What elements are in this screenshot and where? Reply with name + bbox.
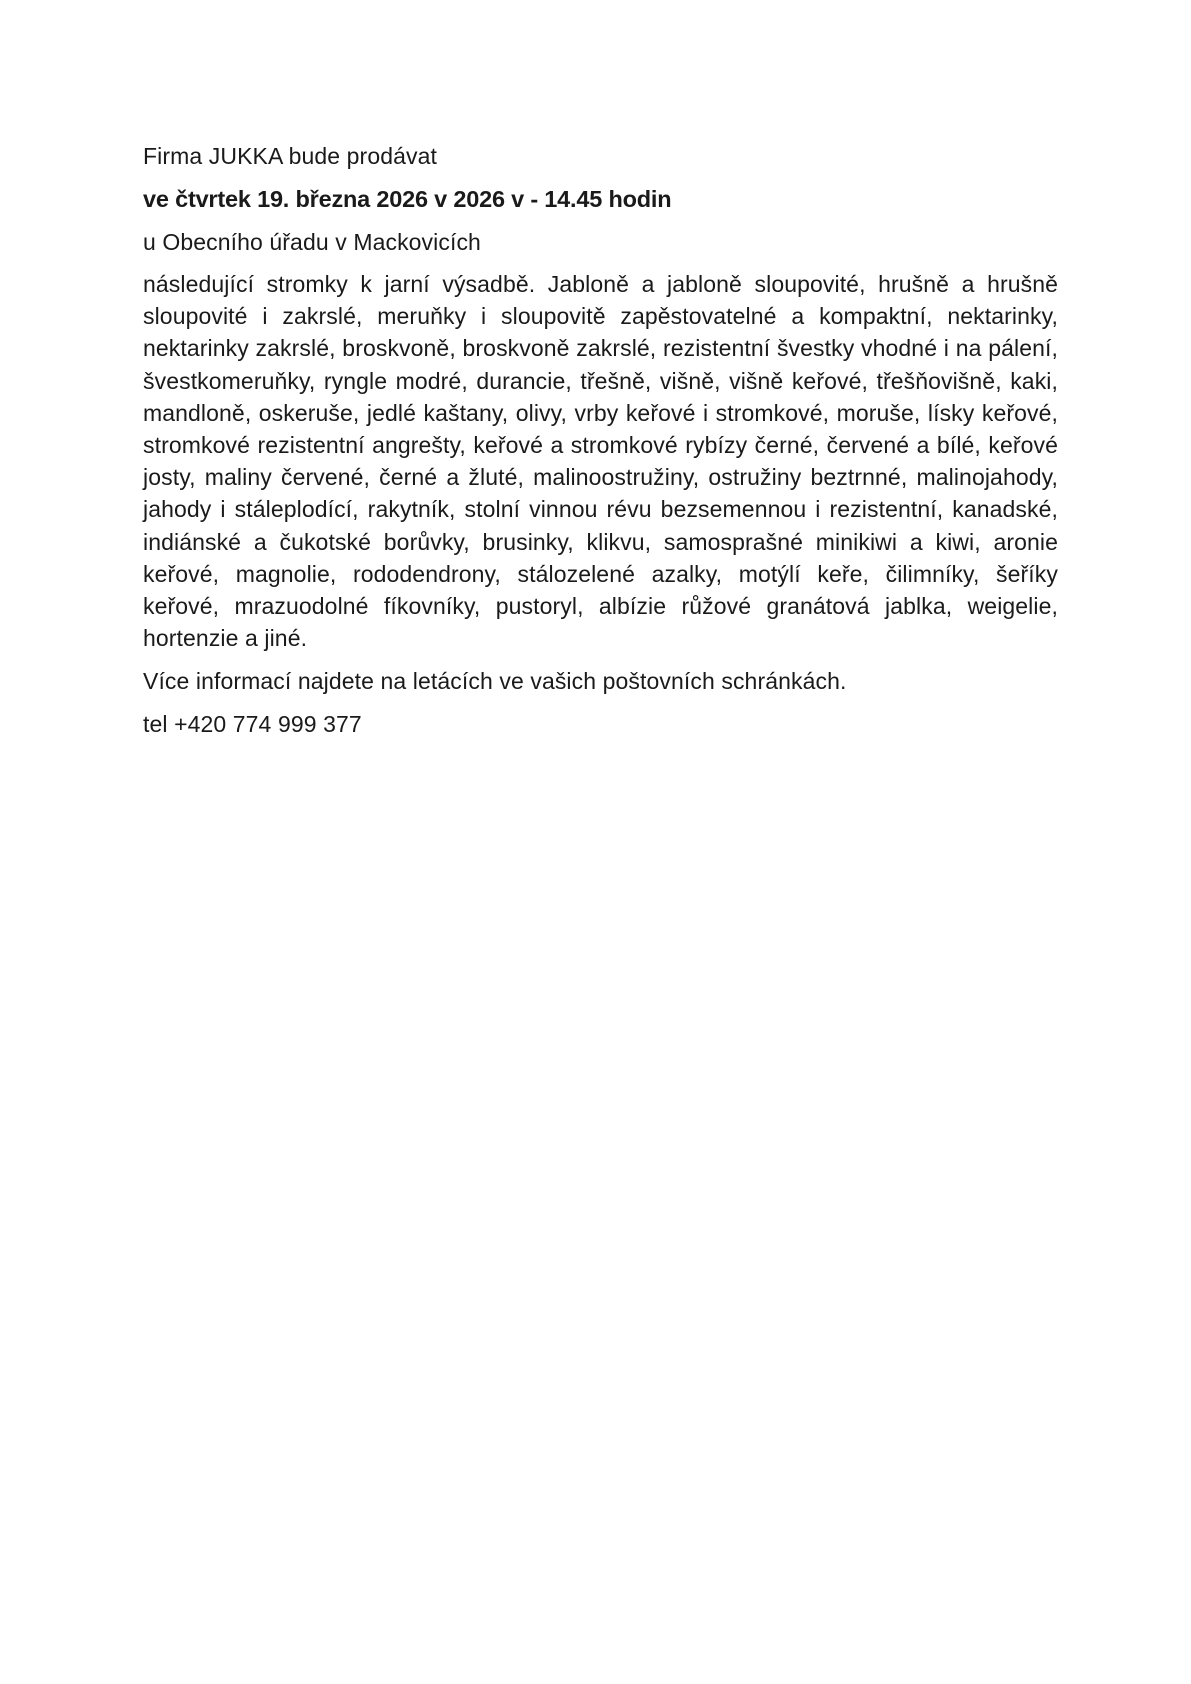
more-info-text: Více informací najdete na letácích ve vašich poštovních schránkách. xyxy=(143,668,847,695)
document-page xyxy=(143,140,1058,740)
event-location: u Obecního úřadu v Mackovicích xyxy=(143,229,481,255)
phone-contact: tel +420 774 999 377 xyxy=(143,711,362,738)
intro-text: Firma JUKKA bude prodávat xyxy=(143,143,437,169)
event-date-heading: ve čtvrtek 19. března 2026 v 2026 v - 14.45 hodin xyxy=(143,186,672,212)
product-list-paragraph: následující stromky k jarní výsadbě. Jabloně a jabloně sloupovité, hrušně a hrušně sloupovité i zakrslé, meruňky i sloupovitě zapěstovatelné a kompaktní, nektarinky, nektarinky zakrslé, broskvoně, broskvoně zakrslé, rezistentní švestky vhodné i na pálení, švestkomeruňky, ryngle modré, durancie, třešně, višně, višně keřové, třešňovišně, kaki, mandloně, oskeruše, jedlé kaštany, olivy, vrby keřové i stromkové, moruše, lísky keřové, stromkové rezistentní angrešty, keřové a stromkové rybízy černé, červené a bílé, keřové josty, maliny červené, černé a žluté, malinoostružiny, ostružiny beztrnné, malinojahody, jahody i stáleplodící, rakytník, stolní vinnou révu bezsemennou i rezistentní, kanadské, indiánské a čukotské borůvky, brusinky, klikvu, samosprašné minikiwi a kiwi, aronie keřové, magnolie, rododendrony, stálozelené azalky, motýlí keře, čilimníky, šeříky keřové, mrazuodolné fíkovníky, pustoryl, albízie růžové granátová jablka, weigelie, hortenzie a jiné. xyxy=(143,271,1058,652)
